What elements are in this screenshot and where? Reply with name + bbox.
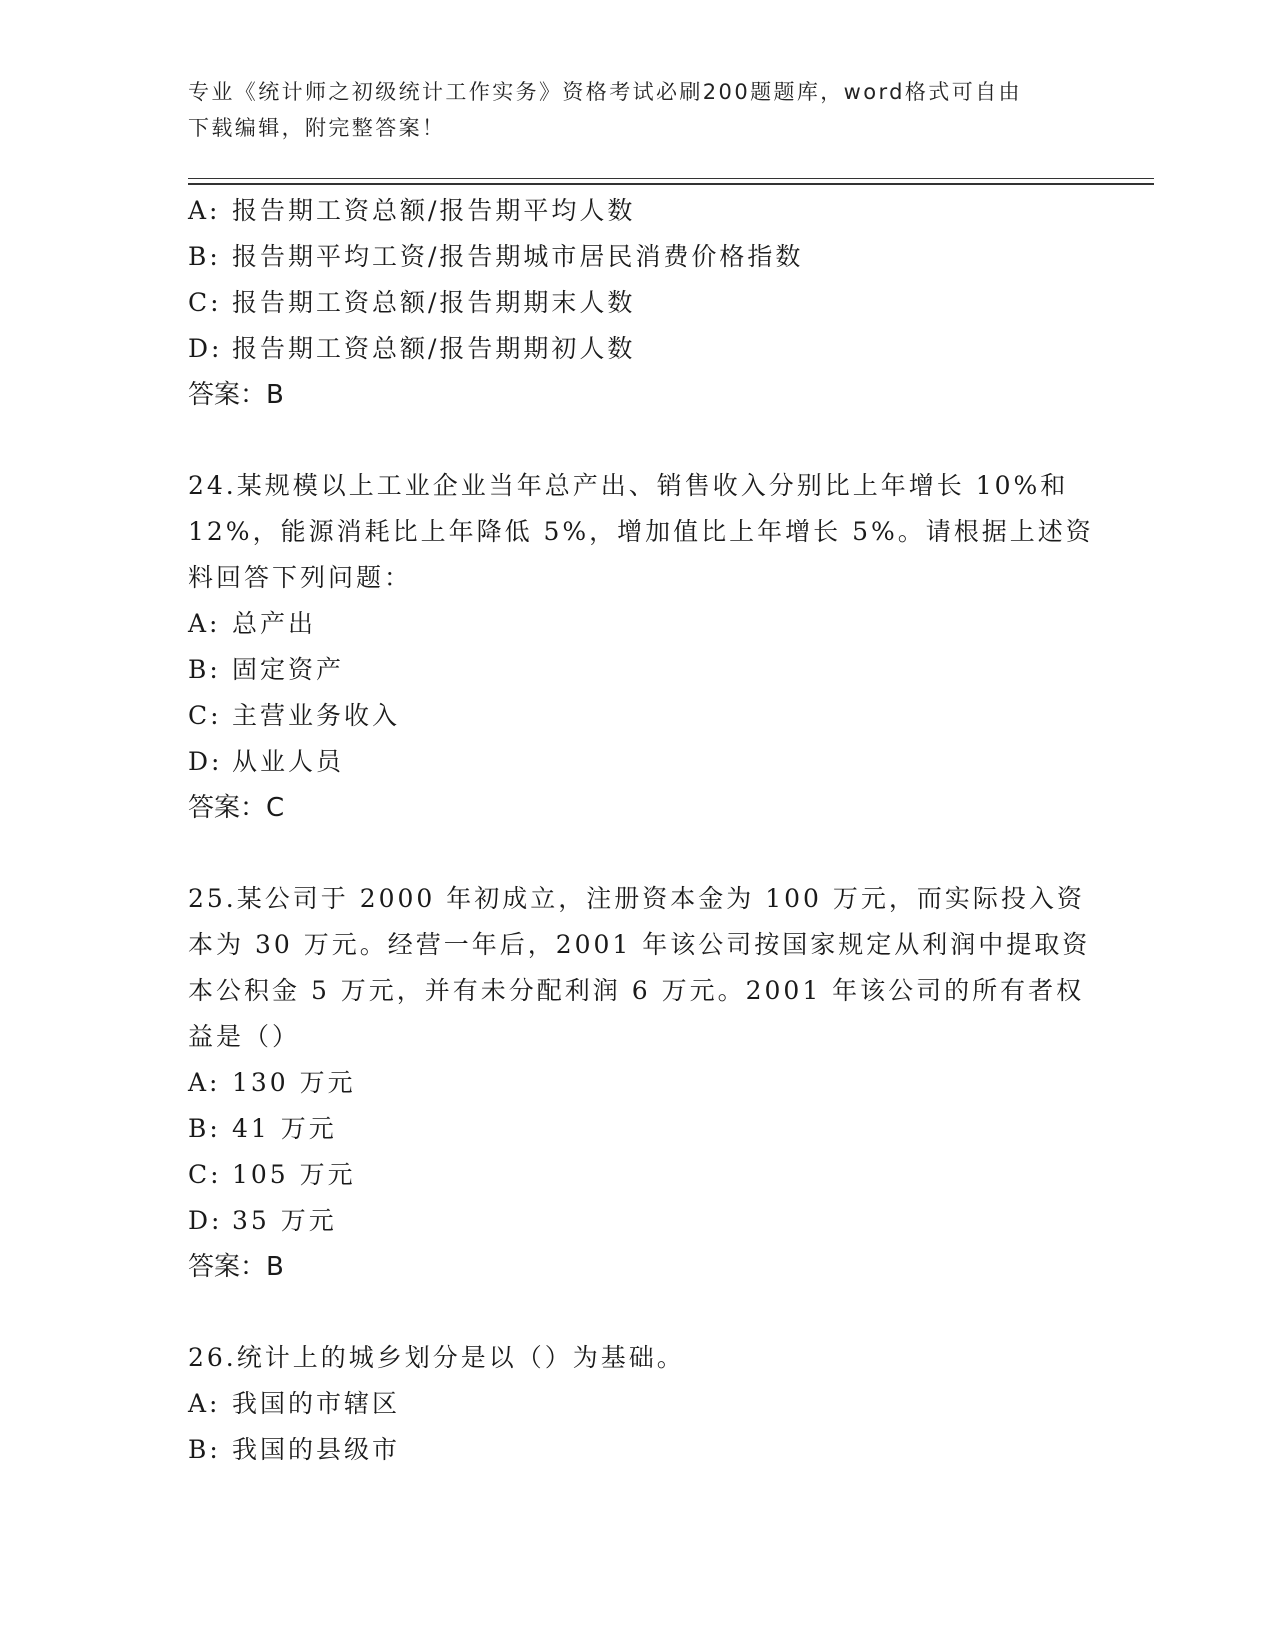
option-d: D: 35 万元 <box>188 1206 337 1235</box>
option-d: D: 从业人员 <box>188 747 345 776</box>
spacer <box>188 831 1088 876</box>
spacer <box>188 418 1088 463</box>
option-b: B: 41 万元 <box>188 1114 337 1143</box>
question-26 <box>188 1335 1088 1473</box>
header-line-1: 专业《统计师之初级统计工作实务》资格考试必刷200题题库，word格式可自由 <box>188 80 1022 104</box>
option-c: C: 105 万元 <box>188 1160 356 1189</box>
question-text: 26.统计上的城乡划分是以（）为基础。 <box>188 1343 685 1372</box>
question-24 <box>188 463 1094 831</box>
question-content <box>188 188 1094 1473</box>
question-text: 料回答下列问题： <box>188 563 413 592</box>
answer: 答案：B <box>188 1252 284 1282</box>
spacer <box>188 1290 1088 1335</box>
question-text: 益是（） <box>188 1022 301 1051</box>
option-b: B: 固定资产 <box>188 655 345 684</box>
header-line-2: 下载编辑，附完整答案！ <box>188 116 446 140</box>
question-text: 本公积金 5 万元，并有未分配利润 6 万元。2001 年该公司的所有者权 <box>188 976 1085 1005</box>
answer: 答案：B <box>188 380 284 410</box>
option-b: B: 我国的县级市 <box>188 1435 401 1464</box>
question-text: 12%，能源消耗比上年降低 5%，增加值比上年增长 5%。请根据上述资 <box>188 517 1094 546</box>
question-text: 24.某规模以上工业企业当年总产出、销售收入分别比上年增长 10%和 <box>188 471 1069 500</box>
option-a: A: 130 万元 <box>188 1068 356 1097</box>
question-text: 25.某公司于 2000 年初成立，注册资本金为 100 万元，而实际投入资 <box>188 884 1085 913</box>
answer: 答案：C <box>188 793 285 823</box>
option-c: C: 报告期工资总额/报告期期末人数 <box>188 288 636 317</box>
page-header <box>188 74 1068 146</box>
option-a: A: 我国的市辖区 <box>188 1389 401 1418</box>
question-text: 本为 30 万元。经营一年后，2001 年该公司按国家规定从利润中提取资 <box>188 930 1091 959</box>
header-rule <box>188 178 1154 179</box>
option-a: A: 总产出 <box>188 609 317 638</box>
question-23 <box>188 188 1088 418</box>
option-b: B: 报告期平均工资/报告期城市居民消费价格指数 <box>188 242 804 271</box>
question-25 <box>188 876 1091 1290</box>
option-c: C: 主营业务收入 <box>188 701 401 730</box>
header-rule-thick <box>188 183 1154 185</box>
option-d: D: 报告期工资总额/报告期期初人数 <box>188 334 636 363</box>
option-a: A: 报告期工资总额/报告期平均人数 <box>188 196 636 225</box>
